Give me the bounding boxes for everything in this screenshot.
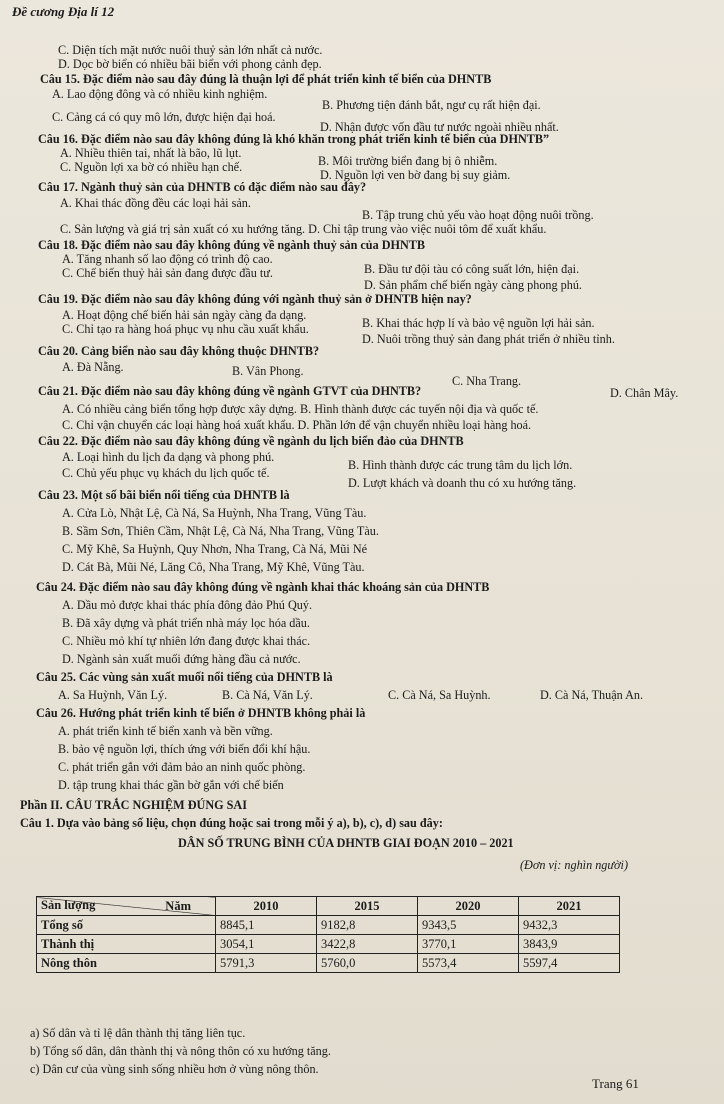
text-line: C. Sản lượng và giá trị sản xuất có xu hướng tăng. D. Chỉ tập trung vào việc nuôi tôm để xuất khẩu. bbox=[60, 222, 547, 236]
text-line: C. Chỉ vận chuyển các loại hàng hoá xuất khẩu. D. Phần lớn để vận chuyển nhiều loại hàng hoá. bbox=[62, 418, 532, 432]
table-cell: 3843,9 bbox=[519, 935, 620, 954]
text-line: A. Sa Huỳnh, Văn Lý. bbox=[58, 688, 168, 702]
table-row bbox=[37, 954, 620, 973]
question-heading: Câu 20. Cảng biển nào sau đây không thuộc DHNTB? bbox=[38, 344, 320, 358]
text-line: A. Có nhiều cảng biển tổng hợp được xây dựng. B. Hình thành được các tuyến nội địa và quốc tế. bbox=[62, 402, 539, 416]
text-line: C. Cảng cá có quy mô lớn, được hiện đại hoá. bbox=[52, 110, 276, 124]
text-line: B. Khai thác hợp lí và bảo vệ nguồn lợi hải sản. bbox=[362, 316, 595, 330]
year-col-2015: 2015 bbox=[317, 897, 418, 916]
text-line: C. Cà Ná, Sa Huỳnh. bbox=[388, 688, 491, 702]
page-number: Trang 61 bbox=[592, 1076, 639, 1091]
text-line: C. Nha Trang. bbox=[452, 374, 522, 388]
text-line: A. Đà Nẵng. bbox=[62, 360, 124, 374]
question-heading: Câu 19. Đặc điểm nào sau đây không đúng với ngành thuỷ sản ở DHNTB hiện nay? bbox=[38, 292, 472, 306]
text-line: B. Tập trung chủ yếu vào hoạt động nuôi trồng. bbox=[362, 208, 594, 222]
text-line: C. Chế biến thuỷ hải sản đang được đầu tư. bbox=[62, 266, 273, 280]
text-line: D. Cà Ná, Thuận An. bbox=[540, 688, 644, 702]
question-heading: Câu 1. Dựa vào bảng số liệu, chọn đúng hoặc sai trong mỗi ý a), b), c), d) sau đây: bbox=[20, 816, 443, 830]
table-cell: 5597,4 bbox=[519, 954, 620, 973]
year-col-2010: 2010 bbox=[216, 897, 317, 916]
year-col-2020: 2020 bbox=[418, 897, 519, 916]
question-heading: Phần II. CÂU TRẮC NGHIỆM ĐÚNG SAI bbox=[20, 798, 247, 812]
text-line: D. Ngành sản xuất muối đứng hàng đầu cả nước. bbox=[62, 652, 301, 666]
question-heading: Câu 15. Đặc điểm nào sau đây đúng là thuận lợi để phát triển kinh tế biển của DHNTB bbox=[40, 72, 492, 86]
text-line: A. Nhiều thiên tai, nhất là bão, lũ lụt. bbox=[60, 146, 242, 160]
table-cell: 3422,8 bbox=[317, 935, 418, 954]
text-line: B. Vân Phong. bbox=[232, 364, 304, 378]
text-line: C. Diện tích mặt nước nuôi thuỷ sản lớn nhất cả nước. bbox=[58, 43, 323, 57]
table-cell: 3770,1 bbox=[418, 935, 519, 954]
text-line: B. Đầu tư đội tàu có công suất lớn, hiện đại. bbox=[364, 262, 580, 276]
table-corner-cell bbox=[37, 897, 216, 916]
text-line: A. Cửa Lò, Nhật Lệ, Cà Ná, Sa Huỳnh, Nha Trang, Vũng Tàu. bbox=[62, 506, 367, 520]
text-line: D. Nuôi trồng thuỷ sản đang phát triển ở nhiều tỉnh. bbox=[362, 332, 615, 346]
table-cell: 8845,1 bbox=[216, 916, 317, 935]
text-line: A. phát triển kinh tế biển xanh và bền vững. bbox=[58, 724, 273, 738]
question-heading: Câu 25. Các vùng sản xuất muối nổi tiếng của DHNTB là bbox=[36, 670, 333, 684]
text-line: B. Đã xây dựng và phát triển nhà máy lọc hóa dầu. bbox=[62, 616, 310, 630]
text-line: D. tập trung khai thác gần bờ gắn với chế biến bbox=[58, 778, 284, 792]
text-line: D. Cát Bà, Mũi Né, Lăng Cô, Nha Trang, Mỹ Khê, Vũng Tàu. bbox=[62, 560, 365, 574]
table-cell: 9343,5 bbox=[418, 916, 519, 935]
text-line: C. Chủ yếu phục vụ khách du lịch quốc tế. bbox=[62, 466, 270, 480]
text-line: C. Mỹ Khê, Sa Huỳnh, Quy Nhơn, Nha Trang, Cà Ná, Mũi Né bbox=[62, 542, 368, 556]
text-line: B. Phương tiện đánh bắt, ngư cụ rất hiện đại. bbox=[322, 98, 541, 112]
text-line: B. bảo vệ nguồn lợi, thích ứng với biến đổi khí hậu. bbox=[58, 742, 311, 756]
text-line: D. Nhận được vốn đầu tư nước ngoài nhiều nhất. bbox=[320, 120, 559, 134]
text-line: A. Khai thác đồng đều các loại hải sản. bbox=[60, 196, 251, 210]
table-cell: 5573,4 bbox=[418, 954, 519, 973]
table-cell: 3054,1 bbox=[216, 935, 317, 954]
text-line: A. Hoạt động chế biến hải sản ngày càng đa dạng. bbox=[62, 308, 307, 322]
text-line: a) Số dân và tỉ lệ dân thành thị tăng liên tục. bbox=[30, 1026, 246, 1040]
year-header-label: Năm bbox=[165, 899, 191, 913]
table-cell: 5791,3 bbox=[216, 954, 317, 973]
question-heading: Câu 26. Hướng phát triển kinh tế biển ở DHNTB không phải là bbox=[36, 706, 366, 720]
question-heading: Câu 23. Một số bãi biển nổi tiếng của DHNTB là bbox=[38, 488, 290, 502]
question-heading: Câu 21. Đặc điểm nào sau đây không đúng về ngành GTVT của DHNTB? bbox=[38, 384, 422, 398]
table-row bbox=[37, 916, 620, 935]
text-line: (Đơn vị: nghìn người) bbox=[520, 858, 628, 872]
text-line: c) Dân cư của vùng sinh sống nhiều hơn ở vùng nông thôn. bbox=[30, 1062, 319, 1076]
row-label-rural: Nông thôn bbox=[37, 954, 216, 973]
row-label-total: Tổng số bbox=[37, 916, 216, 935]
text-line: A. Dầu mỏ được khai thác phía đông đảo Phú Quý. bbox=[62, 598, 312, 612]
text-line: A. Loại hình du lịch đa dạng và phong phú. bbox=[62, 450, 275, 464]
text-line: b) Tổng số dân, dân thành thị và nông thôn có xu hướng tăng. bbox=[30, 1044, 331, 1058]
text-line: B. Môi trường biển đang bị ô nhiễm. bbox=[318, 154, 498, 168]
text-line: C. Chỉ tạo ra hàng hoá phục vụ nhu cầu xuất khẩu. bbox=[62, 322, 309, 336]
table-cell: 9432,3 bbox=[519, 916, 620, 935]
text-line: D. Nguồn lợi ven bờ đang bị suy giảm. bbox=[320, 168, 511, 182]
population-table bbox=[36, 896, 620, 973]
text-line: B. Hình thành được các trung tâm du lịch lớn. bbox=[348, 458, 573, 472]
document-header: Đề cương Địa lí 12 bbox=[12, 4, 115, 19]
text-line: C. Nhiều mỏ khí tự nhiên lớn đang được khai thác. bbox=[62, 634, 311, 648]
text-line: D. Dọc bờ biển có nhiều bãi biển với phong cảnh đẹp. bbox=[58, 57, 322, 71]
text-line: D. Sản phẩm chế biến ngày càng phong phú. bbox=[364, 278, 582, 292]
year-col-2021: 2021 bbox=[519, 897, 620, 916]
question-heading: Câu 16. Đặc điểm nào sau đây không đúng là khó khăn trong phát triển kinh tế biển của DHNTB” bbox=[38, 132, 550, 146]
question-heading: Câu 24. Đặc điểm nào sau đây không đúng về ngành khai thác khoáng sản của DHNTB bbox=[36, 580, 490, 594]
text-line: D. Lượt khách và doanh thu có xu hướng tăng. bbox=[348, 476, 577, 490]
question-heading: DÂN SỐ TRUNG BÌNH CỦA DHNTB GIAI ĐOẠN 2010 – 2021 bbox=[178, 836, 514, 850]
row-label-urban: Thành thị bbox=[37, 935, 216, 954]
text-line: B. Sầm Sơn, Thiên Cầm, Nhật Lệ, Cà Ná, Nha Trang, Vũng Tàu. bbox=[62, 524, 379, 538]
table-cell: 5760,0 bbox=[317, 954, 418, 973]
table-cell: 9182,8 bbox=[317, 916, 418, 935]
product-header-label: Sản lượng bbox=[41, 898, 96, 912]
table-header-row bbox=[37, 897, 620, 916]
text-line: C. phát triển gắn với đảm bảo an ninh quốc phòng. bbox=[58, 760, 306, 774]
question-heading: Câu 22. Đặc điểm nào sau đây không đúng về ngành du lịch biển đảo của DHNTB bbox=[38, 434, 464, 448]
text-line: C. Nguồn lợi xa bờ có nhiều hạn chế. bbox=[60, 160, 243, 174]
table-row bbox=[37, 935, 620, 954]
text-line: B. Cà Ná, Văn Lý. bbox=[222, 688, 313, 702]
text-line: D. Chân Mây. bbox=[610, 386, 679, 400]
question-heading: Câu 18. Đặc điểm nào sau đây không đúng về ngành thuỷ sản của DHNTB bbox=[38, 238, 426, 252]
text-line: A. Lao động đông và có nhiều kinh nghiệm. bbox=[52, 87, 268, 101]
question-heading: Câu 17. Ngành thuỷ sản của DHNTB có đặc điểm nào sau đây? bbox=[38, 180, 367, 194]
text-line: A. Tăng nhanh số lao động có trình độ cao. bbox=[62, 252, 273, 266]
